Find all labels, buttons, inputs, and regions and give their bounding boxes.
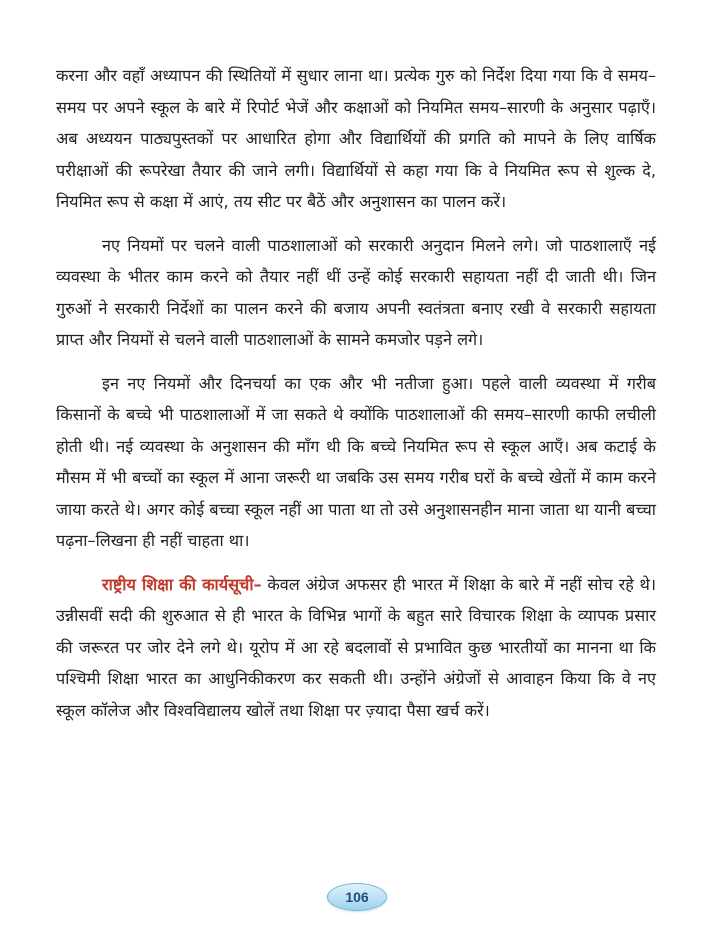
paragraph-3: इन नए नियमों और दिनचर्या का एक और भी नतीजा हुआ। पहले वाली व्यवस्था में गरीब किसानों के बच्चे भी पाठशालाओं में जा सकते थे क्योंकि पाठशालाओं की समय–सारणी काफी लचीली होती थी। नई व्यवस्था के अनुशासन की माँग थी कि बच्चे नियमित रूप से स्कूल आएँ। अब कटाई के मौसम में भी बच्चों का स्कूल में आना जरूरी था जबकि उस समय गरीब घरों के बच्चे खेतों में काम करने जाया करते थे। अगर कोई बच्चा स्कूल नहीं आ पाता था तो उसे अनुशासनहीन माना जाता था यानी बच्चा पढ़ना–लिखना ही नहीं चाहता था। (56, 373, 656, 550)
section-heading-national-education-agenda: राष्ट्रीय शिक्षा की कार्यसूची– (102, 574, 262, 594)
paragraph-4-text: केवल अंग्रेज अफसर ही भारत में शिक्षा के बारे में नहीं सोच रहे थे। उन्नीसवीं सदी की शुरुआत से ही भारत के विभिन्न भागों के बहुत सारे विचारक शिक्षा के व्यापक प्रसार की जरूरत पर जोर देने लगे थे। यूरोप में आ रहे बदलावों से प्रभावित कुछ भारतीयों का मानना था कि पश्चिमी शिक्षा भारत का आधुनिकीकरण कर सकती थी। उन्होंने अंग्रेजों से आवाहन किया कि वे नए स्कूल कॉलेज और विश्वविद्यालय खोलें तथा शिक्षा पर ज़्यादा पैसा खर्च करें। (56, 574, 656, 720)
paragraph-4 (56, 569, 656, 727)
page-number-badge: 106 (327, 883, 387, 911)
page-body (56, 60, 656, 726)
paragraph-2: नए नियमों पर चलने वाली पाठशालाओं को सरकारी अनुदान मिलने लगे। जो पाठशालाएँ नई व्यवस्था के भीतर काम करने को तैयार नहीं थीं उन्हें कोई सरकारी सहायता नहीं दी जाती थी। जिन गुरुओं ने सरकारी निर्देशों का पालन करने की बजाय अपनी स्वतंत्रता बनाए रखी वे सरकारी सहायता प्राप्त और नियमों से चलने वाली पाठशालाओं के सामने कमजोर पड़ने लगे। (56, 235, 656, 349)
paragraph-1: करना और वहाँ अध्यापन की स्थितियों में सुधार लाना था। प्रत्येक गुरु को निर्देश दिया गया कि वे समय–समय पर अपने स्कूल के बारे में रिपोर्ट भेजें और कक्षाओं को नियमित समय–सारणी के अनुसार पढ़ाएँ। अब अध्ययन पाठ्यपुस्तकों पर आधारित होगा और विद्यार्थियों की प्रगति को मापने के लिए वार्षिक परीक्षाओं की रूपरेखा तैयार की जाने लगी। विद्यार्थियों से कहा गया कि वे नियमित रूप से शुल्क दे, नियमित रूप से कक्षा में आएं, तय सीट पर बैठें और अनुशासन का पालन करें। (56, 66, 656, 211)
